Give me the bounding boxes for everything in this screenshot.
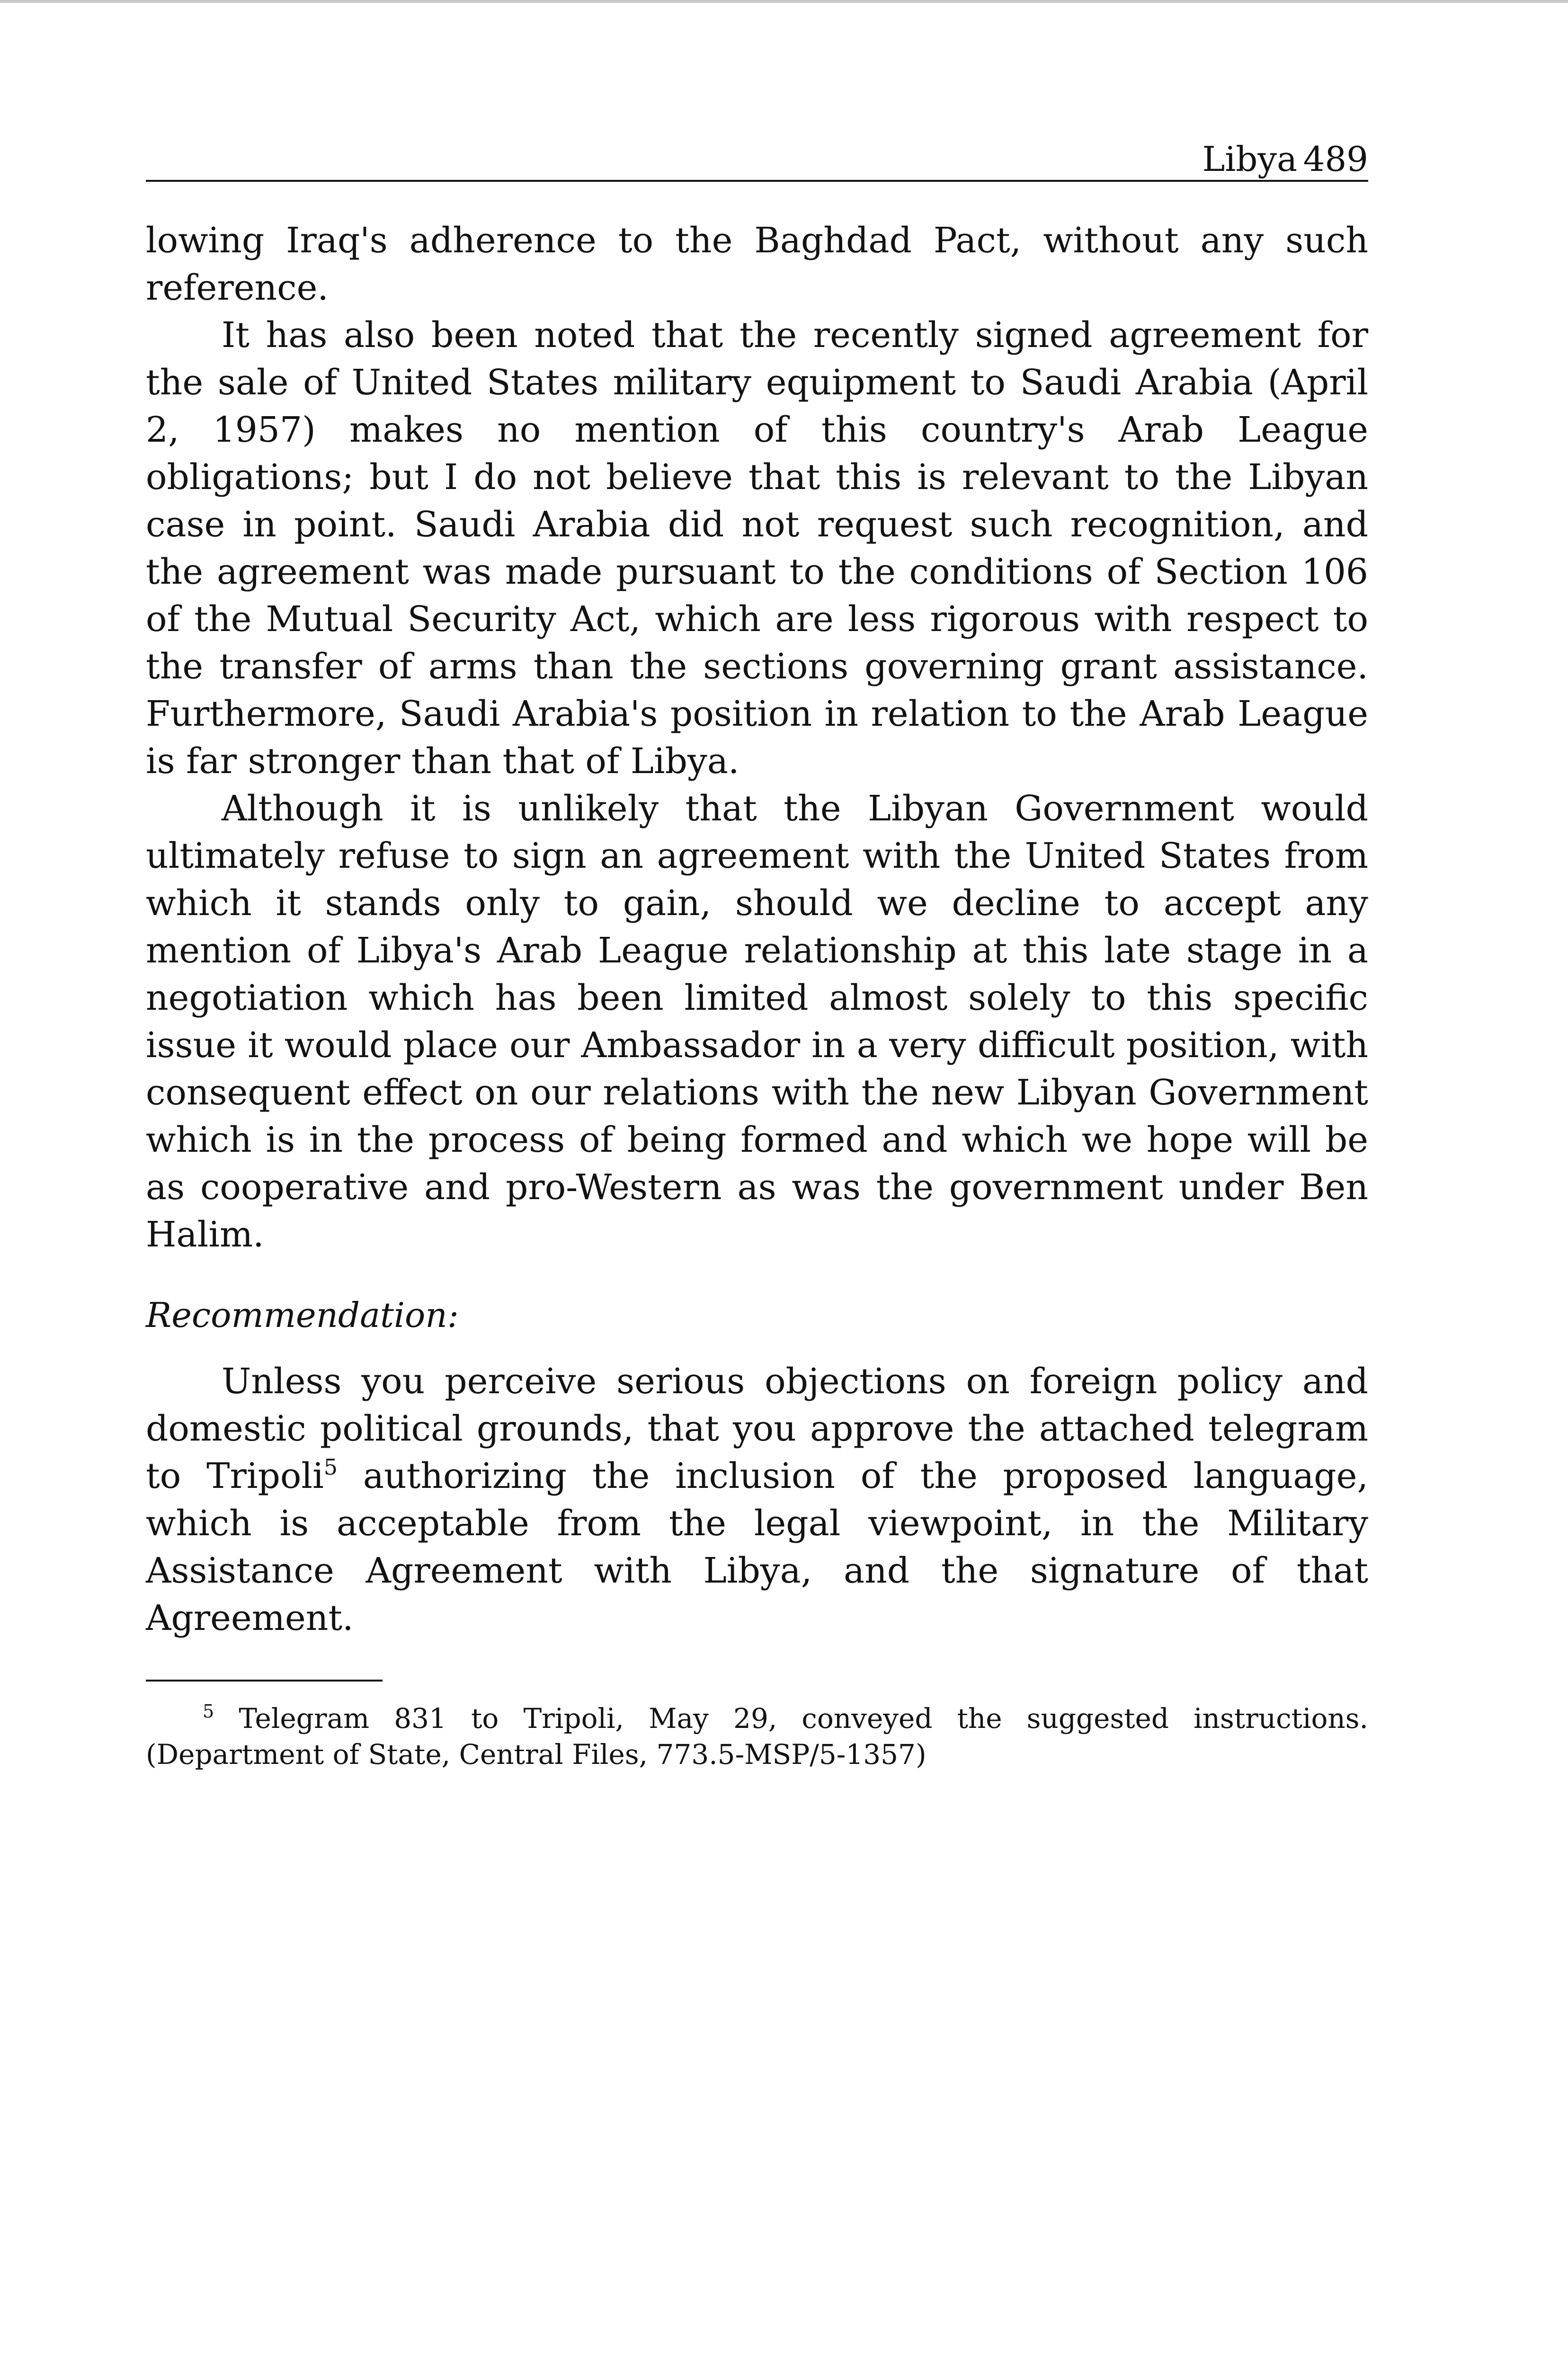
footnote-text: Telegram 831 to Tripoli, May 29, conveyed the suggested instructions. (Department of State, Central Files, 773.5-MSP/5-1357) bbox=[146, 1702, 1368, 1771]
page-top-edge bbox=[0, 0, 1568, 3]
recommendation-heading: Recommendation: bbox=[146, 1295, 459, 1335]
recommendation-text-start: Unless you perceive serious objections on foreign policy and domestic political grounds, that you approve the attached telegram to Tripoli bbox=[146, 1361, 1368, 1496]
paragraph-libyan-government: Although it is unlikely that the Libyan Government would ultimately refuse to sign an agreement with the United States from which it stands only to gain, should we decline to accept any mention of Libya's Arab League relationship at this late stage in a negotiation which has been limited almost solely to this specific issue it would place our Ambassador in a very difficult position, with consequent effect on our relations with the new Libyan Government which is in the process of being formed and which we hope will be as cooperative and pro-Western as was the government under Ben Halim. bbox=[146, 788, 1368, 1255]
paragraph-continuation: lowing Iraq's adherence to the Baghdad Pact, without any such reference. bbox=[146, 220, 1368, 308]
footnote-number: 5 bbox=[203, 1701, 214, 1722]
recommendation-paragraph bbox=[146, 1358, 1368, 1642]
body-text bbox=[146, 217, 1368, 1772]
footnote-reference: 5 bbox=[323, 1454, 338, 1480]
footnote-divider bbox=[146, 1680, 383, 1682]
page-number: 489 bbox=[1303, 139, 1368, 179]
running-title: Libya bbox=[1202, 139, 1297, 179]
recommendation-text-end: authorizing the inclusion of the proposed language, which is acceptable from the legal viewpoint, in the Military Assistance Agreement with Libya, and the signature of that Agreement. bbox=[146, 1456, 1368, 1638]
footnote bbox=[146, 1700, 1368, 1772]
running-header bbox=[146, 128, 1368, 182]
paragraph-saudi-arabia: It has also been noted that the recently signed agreement for the sale of United States military equipment to Saudi Arabia (April 2, 1957) makes no mention of this country's Arab League obligations; but I do not believe that this is relevant to the Libyan case in point. Saudi Arabia did not request such recognition, and the agreement was made pursuant to the conditions of Section 106 of the Mutual Security Act, which are less rigorous with respect to the transfer of arms than the sections governing grant assistance. Furthermore, Saudi Arabia's position in relation to the Arab League is far stronger than that of Libya. bbox=[146, 315, 1368, 782]
